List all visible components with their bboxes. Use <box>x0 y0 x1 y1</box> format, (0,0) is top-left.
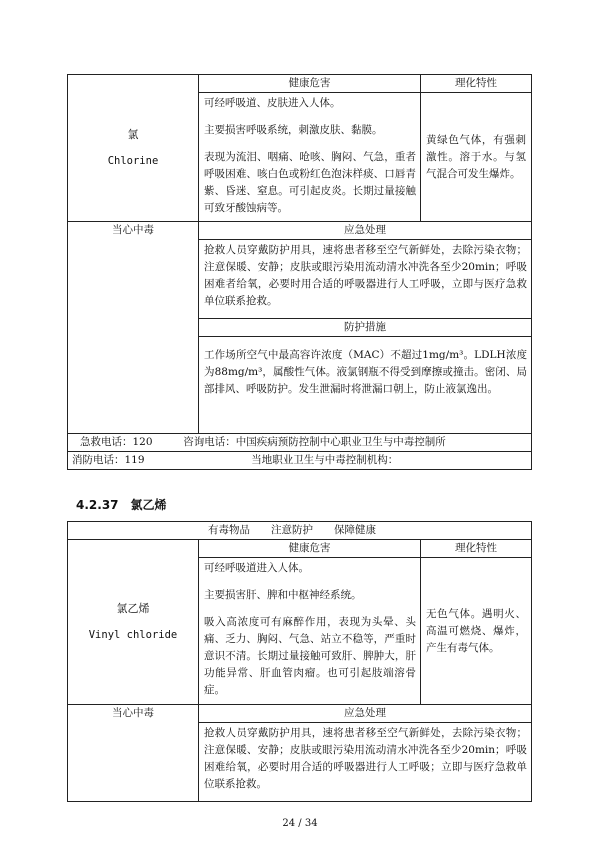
health-hazard-text <box>199 93 421 222</box>
section-title-text: 氯乙烯 <box>130 498 167 512</box>
local-agency: 当地职业卫生与中毒控制机构： <box>251 454 399 466</box>
fire-phone: 消防电话：119 <box>72 454 145 466</box>
warning-bar: 有毒物品 注意防护 保障健康 <box>68 522 532 540</box>
section-number: 4.2.37 <box>76 498 119 512</box>
emergency-header: 应急处理 <box>199 222 532 240</box>
substance-name-cn: 氯乙烯 <box>116 602 150 615</box>
health-route: 可经呼吸道、皮肤进入人体。 <box>204 97 341 109</box>
health-symptoms: 表现为流泪、咽痛、呛咳、胸闷、气急，重者呼吸困难、咳白色或粉红色泡沫样痰、口唇青紫、昏迷、窒息。可引起皮炎。长期过量接触可致牙酸蚀病等。 <box>204 151 416 214</box>
substance-name-en: Chlorine <box>107 155 159 167</box>
health-hazard-header: 健康危害 <box>199 540 421 558</box>
page-number: 24 / 34 <box>282 818 318 829</box>
health-route: 可经呼吸道进入人体。 <box>204 562 309 574</box>
consult-phone: 咨询电话：中国疾病预防控制中心职业卫生与中毒控制所 <box>183 436 446 448</box>
phone-row <box>68 434 532 452</box>
protection-header: 防护措施 <box>199 319 532 337</box>
health-hazard-text <box>199 558 421 705</box>
physchem-header: 理化特性 <box>421 75 532 93</box>
section-heading <box>76 496 179 513</box>
fire-row <box>68 452 532 470</box>
caution-label: 当心中毒 <box>68 705 199 802</box>
health-target: 主要损害呼吸系统，刺激皮肤、黏膜。 <box>204 124 383 136</box>
substance-name-cell <box>68 540 199 705</box>
emergency-header: 应急处理 <box>199 705 532 723</box>
substance-name-cell <box>68 75 199 222</box>
emergency-text: 抢救人员穿戴防护用具，速将患者移至空气新鲜处，去除污染衣物；注意保暖、安静；皮肤或眼污染用流动清水冲洗各至少20min；呼吸困难给氧，必要时用合适的呼吸器进行人工呼吸；立即与医疗急救单位联系抢救。 <box>199 723 532 802</box>
health-hazard-header: 健康危害 <box>199 75 421 93</box>
vinyl-chloride-card <box>67 521 532 802</box>
first-aid-phone: 急救电话：120 <box>80 436 153 448</box>
physchem-header: 理化特性 <box>421 540 532 558</box>
health-symptoms: 吸入高浓度可有麻醉作用，表现为头晕、头痛、乏力、胸闷、气急、站立不稳等，严重时意识不清。长期过量接触可致肝、脾肿大，肝功能异常、肝血管肉瘤。也可引起肢端溶骨症。 <box>204 616 416 696</box>
caution-label: 当心中毒 <box>68 222 199 434</box>
physchem-text: 黄绿色气体，有强刺激性。溶于水。与氢气混合可发生爆炸。 <box>421 93 532 222</box>
emergency-text: 抢救人员穿戴防护用具，速将患者移至空气新鲜处，去除污染衣物；注意保暖、安静；皮肤或眼污染用流动清水冲洗各至少20min；呼吸困难者给氧，必要时用合适的呼吸器进行人工呼吸，立即与医疗急救单位联系抢救。 <box>199 240 532 319</box>
physchem-text: 无色气体。遇明火、高温可燃烧、爆炸，产生有毒气体。 <box>421 558 532 705</box>
substance-name-cn: 氯 <box>127 128 139 141</box>
protection-text: 工作场所空气中最高容许浓度（MAC）不超过1mg/m³。LDLH浓度为88mg/m³，属酸性气体。液氯钢瓶不得受到摩擦或撞击。密闭、局部排风、呼吸防护。发生泄漏时将泄漏口朝上，防止液氯逸出。 <box>199 337 532 434</box>
health-target: 主要损害肝、脾和中枢神经系统。 <box>204 589 362 601</box>
substance-name-en: Vinyl chloride <box>88 629 178 641</box>
chlorine-card <box>67 74 532 470</box>
